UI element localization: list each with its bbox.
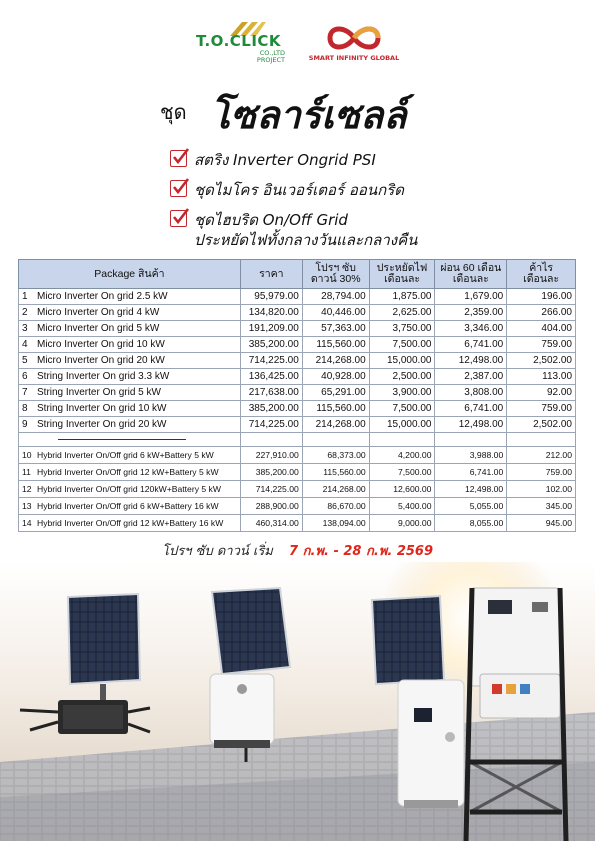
header-save-line2: เดือนละ xyxy=(384,273,421,285)
cell-left: 345.00 xyxy=(507,498,576,515)
cell-save: 2,625.00 xyxy=(369,305,435,321)
cell-package xyxy=(19,498,241,515)
cell-left: 196.00 xyxy=(507,289,576,305)
table-row xyxy=(19,417,576,433)
promo-line xyxy=(0,540,595,561)
cell-installment: 3,346.00 xyxy=(435,321,507,337)
cell-installment: 3,988.00 xyxy=(435,447,507,464)
cell-left: 759.00 xyxy=(507,464,576,481)
cell-left: 2,502.00 xyxy=(507,417,576,433)
product-photo xyxy=(0,562,595,841)
package-name: String Inverter On grid 10 kW xyxy=(37,403,167,414)
cell-left: 113.00 xyxy=(507,369,576,385)
header-left-line2: เดือนละ xyxy=(523,273,560,285)
row-number: 1 xyxy=(22,291,28,302)
row-number: 9 xyxy=(22,419,28,430)
table-body xyxy=(19,289,576,532)
header-left xyxy=(507,260,576,289)
cell-save: 2,500.00 xyxy=(369,369,435,385)
separator-cell xyxy=(240,433,302,447)
package-name: Hybrid Inverter On/Off grid 6 kW+Battery 5 kW xyxy=(37,450,214,460)
header-package: Package สินค้า xyxy=(19,260,241,289)
separator-cell xyxy=(435,433,507,447)
cell-price: 191,209.00 xyxy=(240,321,302,337)
row-number: 7 xyxy=(22,387,28,398)
feature-text: สตริง Inverter Ongrid PSI xyxy=(194,151,376,169)
cell-package xyxy=(19,464,241,481)
divider xyxy=(58,439,186,440)
cell-promo: 28,794.00 xyxy=(302,289,369,305)
cell-promo: 115,560.00 xyxy=(302,337,369,353)
cell-promo: 214,268.00 xyxy=(302,417,369,433)
cell-price: 217,638.00 xyxy=(240,385,302,401)
check-icon xyxy=(170,180,187,197)
cell-promo: 115,560.00 xyxy=(302,464,369,481)
title-prefix: ชุด xyxy=(160,102,187,124)
cell-left: 2,502.00 xyxy=(507,353,576,369)
table-row xyxy=(19,447,576,464)
header-price: ราคา xyxy=(240,260,302,289)
cell-left: 266.00 xyxy=(507,305,576,321)
cell-price: 288,900.00 xyxy=(240,498,302,515)
separator-cell xyxy=(507,433,576,447)
header-installment-line1: ผ่อน 60 เดือน xyxy=(440,262,502,274)
cell-installment: 12,498.00 xyxy=(435,353,507,369)
cell-package xyxy=(19,481,241,498)
toclick-subtitle xyxy=(257,50,285,64)
cell-save: 15,000.00 xyxy=(369,353,435,369)
page-title xyxy=(0,82,595,137)
row-number: 5 xyxy=(22,355,28,366)
cell-save: 15,000.00 xyxy=(369,417,435,433)
package-name: Micro Inverter On grid 20 kW xyxy=(37,355,165,366)
separator-cell xyxy=(302,433,369,447)
package-name: Micro Inverter On grid 4 kW xyxy=(37,307,160,318)
package-table xyxy=(18,259,576,532)
row-number: 12 xyxy=(22,484,32,494)
cell-installment: 2,387.00 xyxy=(435,369,507,385)
table-row xyxy=(19,401,576,417)
cell-price: 460,314.00 xyxy=(240,515,302,532)
cell-installment: 6,741.00 xyxy=(435,337,507,353)
cell-left: 404.00 xyxy=(507,321,576,337)
table-row xyxy=(19,305,576,321)
separator-cell xyxy=(19,433,241,447)
cell-promo: 40,928.00 xyxy=(302,369,369,385)
toclick-sub1: CO.,LTD xyxy=(259,49,285,57)
cell-save: 9,000.00 xyxy=(369,515,435,532)
cell-installment: 5,055.00 xyxy=(435,498,507,515)
feature-text: ชุดไมโคร อินเวอร์เตอร์ ออนกริด xyxy=(194,181,404,199)
table-header-row xyxy=(19,260,576,289)
cell-save: 5,400.00 xyxy=(369,498,435,515)
header-promo-line2: ดาวน์ 30% xyxy=(310,273,361,285)
cell-promo: 40,446.00 xyxy=(302,305,369,321)
cell-package xyxy=(19,305,241,321)
table-row xyxy=(19,481,576,498)
cell-save: 3,750.00 xyxy=(369,321,435,337)
cell-price: 385,200.00 xyxy=(240,464,302,481)
cell-installment: 12,498.00 xyxy=(435,417,507,433)
table-separator-row xyxy=(19,433,576,447)
package-name: Hybrid Inverter On/Off grid 12 kW+Battery 5 kW xyxy=(37,467,219,477)
cell-package xyxy=(19,337,241,353)
cell-promo: 138,094.00 xyxy=(302,515,369,532)
row-number: 13 xyxy=(22,501,32,511)
cell-price: 95,979.00 xyxy=(240,289,302,305)
package-name: Micro Inverter On grid 2.5 kW xyxy=(37,291,168,302)
toclick-logo xyxy=(196,26,291,68)
cell-installment: 2,359.00 xyxy=(435,305,507,321)
feature-text-line2: ประหยัดไฟทั้งกลางวันและกลางคืน xyxy=(194,231,418,249)
cell-package xyxy=(19,369,241,385)
solar-products-illustration xyxy=(0,562,595,841)
cell-price: 227,910.00 xyxy=(240,447,302,464)
promo-dates: 7 ก.พ. - 28 ก.พ. 2569 xyxy=(289,544,434,559)
cell-save: 7,500.00 xyxy=(369,337,435,353)
cell-left: 212.00 xyxy=(507,447,576,464)
cell-installment: 1,679.00 xyxy=(435,289,507,305)
table-row xyxy=(19,464,576,481)
cell-price: 134,820.00 xyxy=(240,305,302,321)
package-name: Micro Inverter On grid 5 kW xyxy=(37,323,160,334)
cell-package xyxy=(19,515,241,532)
cell-save: 3,900.00 xyxy=(369,385,435,401)
header-promo-line1: โปรฯ ซับ xyxy=(315,262,356,274)
cell-left: 945.00 xyxy=(507,515,576,532)
smart-infinity-logo xyxy=(304,22,404,68)
cell-promo: 57,363.00 xyxy=(302,321,369,337)
smart-infinity-name: SMART INFINITY GLOBAL xyxy=(308,54,400,62)
row-number: 2 xyxy=(22,307,28,318)
cell-promo: 65,291.00 xyxy=(302,385,369,401)
cell-package xyxy=(19,401,241,417)
row-number: 3 xyxy=(22,323,28,334)
table-row xyxy=(19,515,576,532)
cell-save: 7,500.00 xyxy=(369,401,435,417)
package-name: String Inverter On grid 5 kW xyxy=(37,387,161,398)
cell-promo: 214,268.00 xyxy=(302,353,369,369)
cell-save: 1,875.00 xyxy=(369,289,435,305)
row-number: 11 xyxy=(22,467,31,477)
cell-promo: 214,268.00 xyxy=(302,481,369,498)
cell-installment: 6,741.00 xyxy=(435,401,507,417)
cell-left: 92.00 xyxy=(507,385,576,401)
cell-price: 714,225.00 xyxy=(240,417,302,433)
cell-left: 102.00 xyxy=(507,481,576,498)
cell-installment: 3,808.00 xyxy=(435,385,507,401)
cell-left: 759.00 xyxy=(507,401,576,417)
cell-price: 385,200.00 xyxy=(240,337,302,353)
separator-cell xyxy=(369,433,435,447)
table-row xyxy=(19,369,576,385)
feature-list xyxy=(170,148,500,254)
row-number: 14 xyxy=(22,518,32,528)
check-icon xyxy=(170,210,187,227)
cell-save: 12,600.00 xyxy=(369,481,435,498)
table-row xyxy=(19,289,576,305)
brand-logos xyxy=(0,22,595,72)
cell-price: 385,200.00 xyxy=(240,401,302,417)
cell-save: 4,200.00 xyxy=(369,447,435,464)
cell-installment: 12,498.00 xyxy=(435,481,507,498)
feature-item xyxy=(170,208,500,254)
toclick-name: T.O.CLICK xyxy=(196,32,282,50)
cell-package xyxy=(19,447,241,464)
package-name: Hybrid Inverter On/Off grid 12 kW+Battery 16 kW xyxy=(37,518,224,528)
feature-item xyxy=(170,178,500,208)
row-number: 8 xyxy=(22,403,28,414)
header-save-line1: ประหยัดไฟ xyxy=(376,262,428,274)
table-row xyxy=(19,353,576,369)
cell-save: 7,500.00 xyxy=(369,464,435,481)
cell-package xyxy=(19,417,241,433)
table-row xyxy=(19,337,576,353)
header-save xyxy=(369,260,435,289)
row-number: 6 xyxy=(22,371,28,382)
row-number: 10 xyxy=(22,450,32,460)
header-promo xyxy=(302,260,369,289)
cell-package xyxy=(19,353,241,369)
cell-package xyxy=(19,385,241,401)
cell-price: 136,425.00 xyxy=(240,369,302,385)
cell-price: 714,225.00 xyxy=(240,481,302,498)
infinity-icon xyxy=(304,22,404,54)
cell-promo: 68,373.00 xyxy=(302,447,369,464)
cell-left: 759.00 xyxy=(507,337,576,353)
feature-text: ชุดไฮบริด On/Off Grid xyxy=(194,211,348,229)
header-installment-line2: เดือนละ xyxy=(452,273,489,285)
row-number: 4 xyxy=(22,339,28,350)
cell-installment: 6,741.00 xyxy=(435,464,507,481)
package-name: Hybrid Inverter On/Off grid 120kW+Battery 5 kW xyxy=(37,484,221,494)
table-row xyxy=(19,498,576,515)
table-row xyxy=(19,321,576,337)
header-installment xyxy=(435,260,507,289)
package-name: String Inverter On grid 3.3 kW xyxy=(37,371,170,382)
check-icon xyxy=(170,150,187,167)
feature-item xyxy=(170,148,500,178)
cell-promo: 86,670.00 xyxy=(302,498,369,515)
package-name: String Inverter On grid 20 kW xyxy=(37,419,167,430)
table-row xyxy=(19,385,576,401)
package-name: Hybrid Inverter On/Off grid 6 kW+Battery 16 kW xyxy=(37,501,219,511)
package-name: Micro Inverter On grid 10 kW xyxy=(37,339,165,350)
promo-label: โปรฯ ซับ ดาวน์ เริ่ม xyxy=(161,544,273,559)
cell-price: 714,225.00 xyxy=(240,353,302,369)
cell-installment: 8,055.00 xyxy=(435,515,507,532)
cell-promo: 115,560.00 xyxy=(302,401,369,417)
title-main: โซลาร์เซลล์ xyxy=(210,93,407,137)
header-left-line1: ค้าไร xyxy=(529,262,554,274)
cell-package xyxy=(19,321,241,337)
toclick-sub2: PROJECT xyxy=(256,56,285,64)
cell-package xyxy=(19,289,241,305)
